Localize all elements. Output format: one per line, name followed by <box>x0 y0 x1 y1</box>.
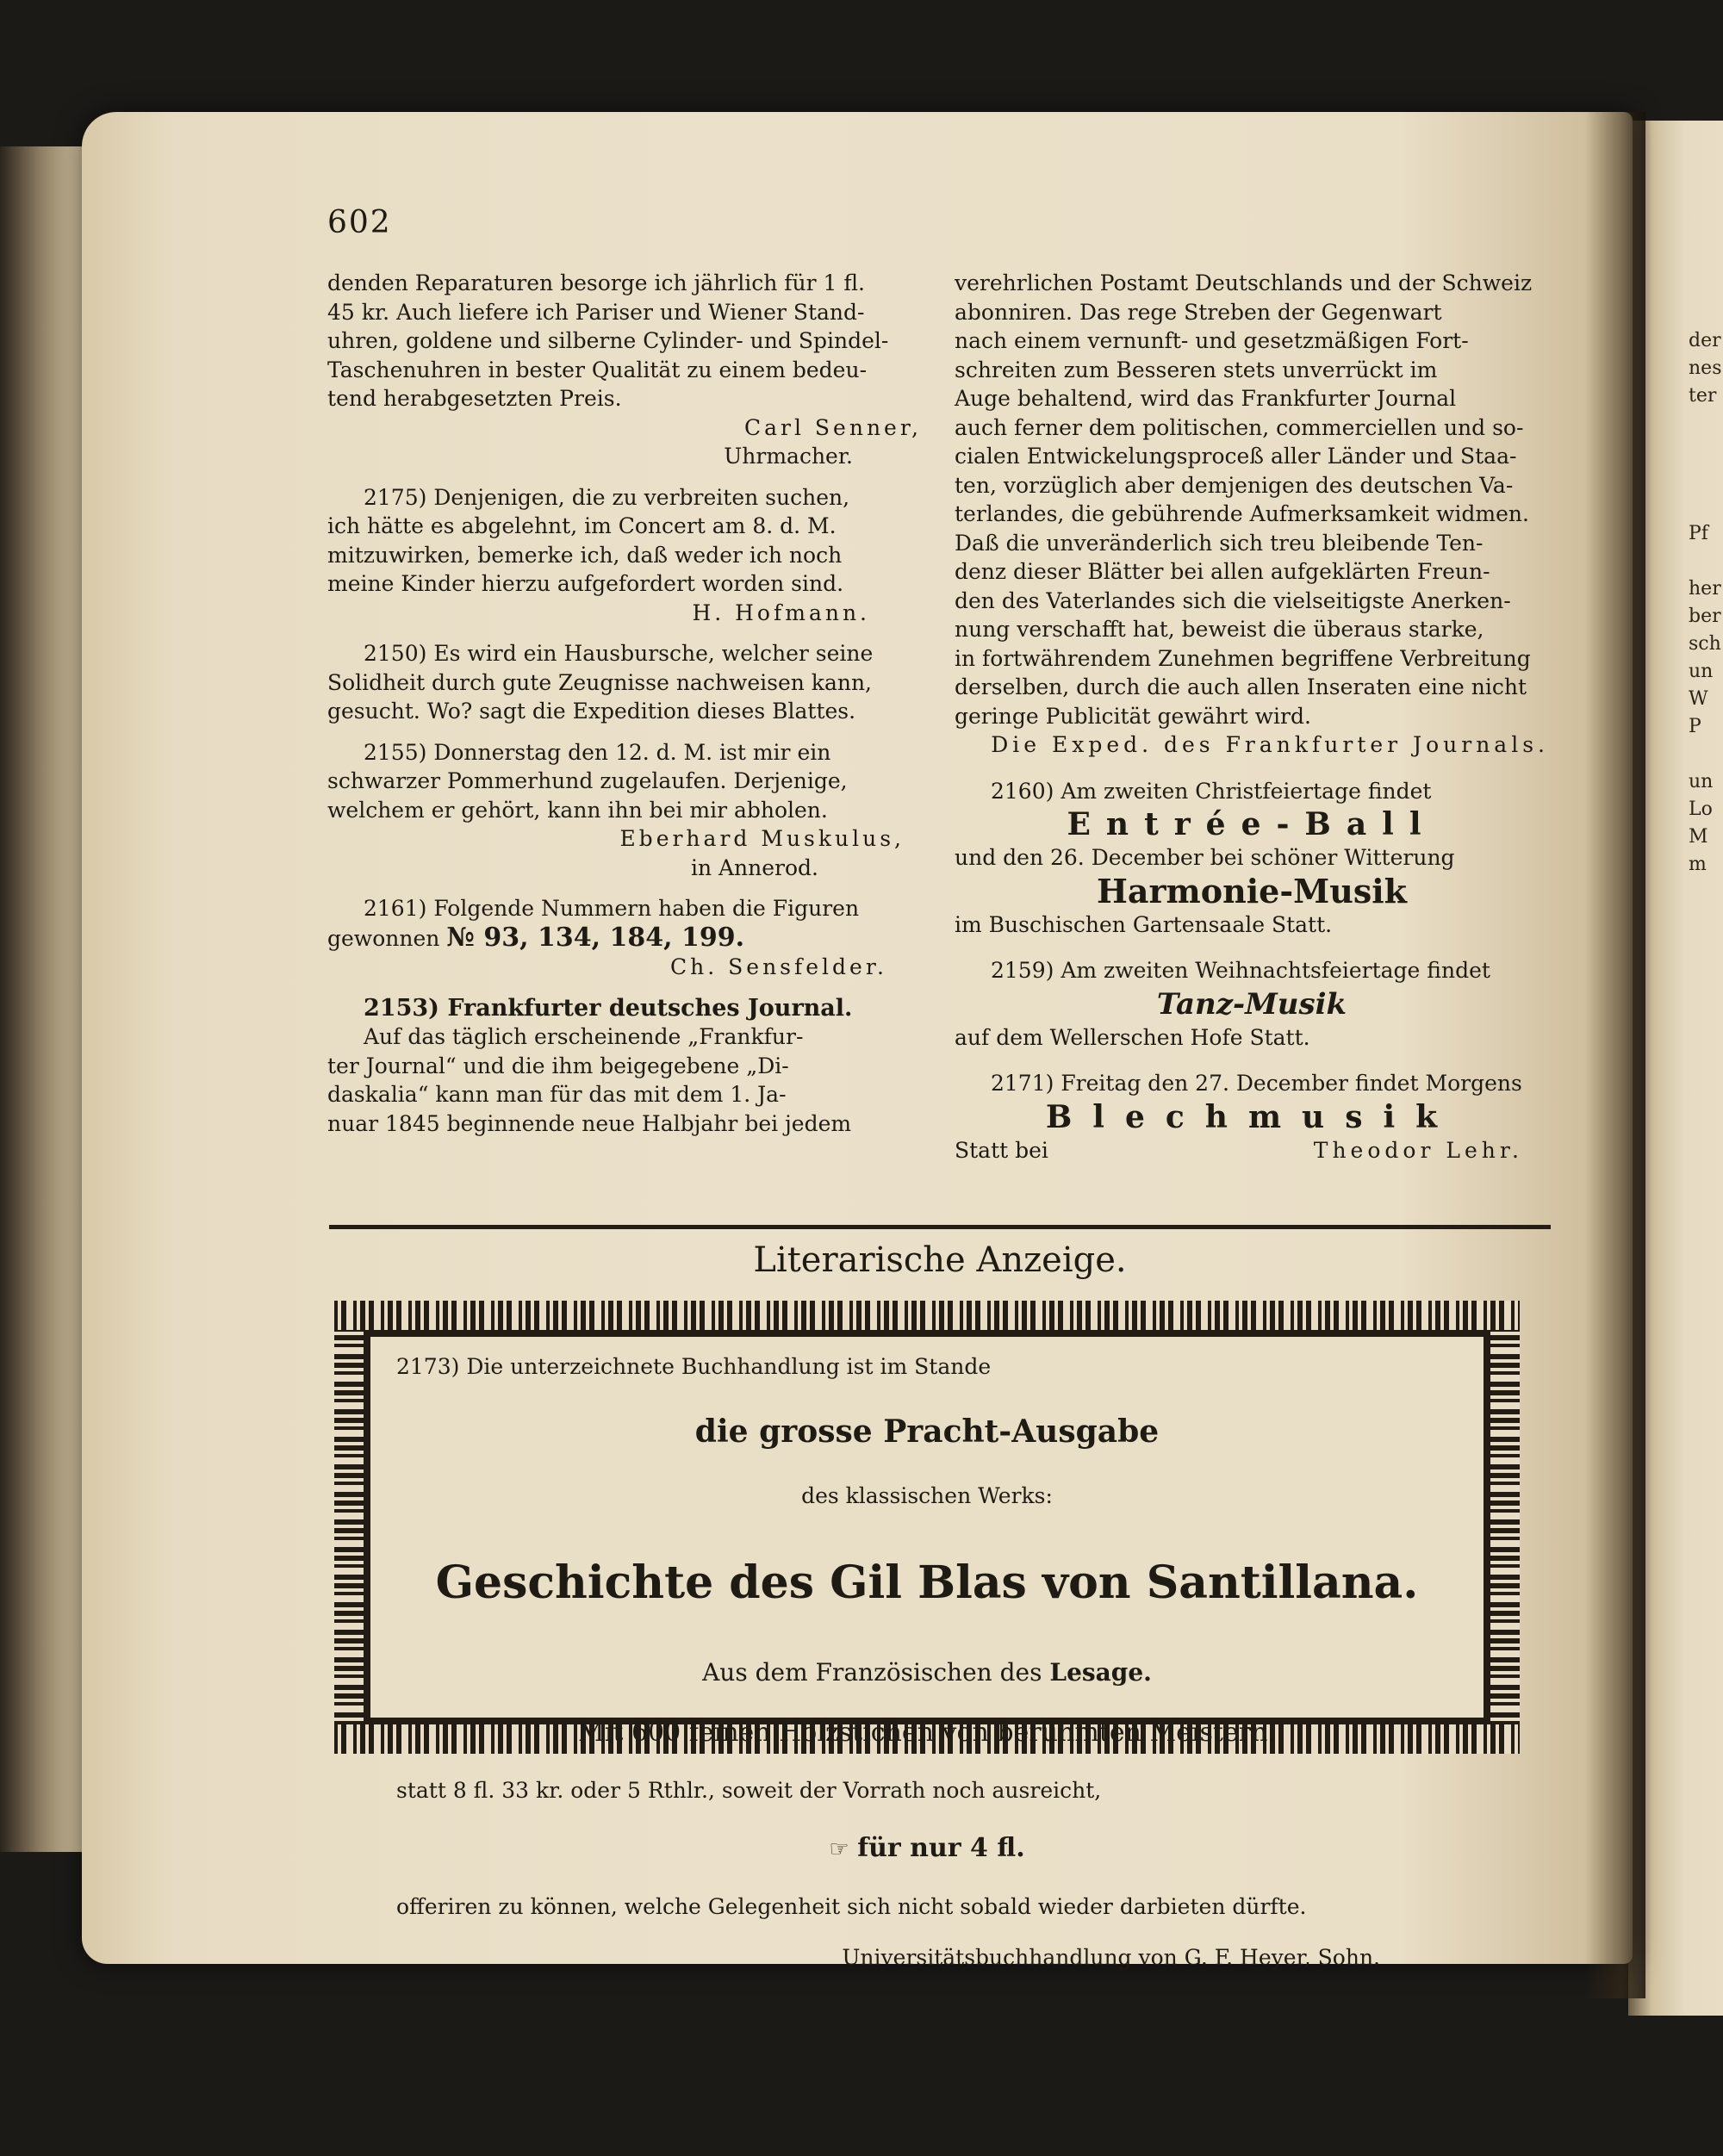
section-rule <box>329 1225 1551 1229</box>
text-line: derselben, durch die auch allen Inseraten eine nicht <box>955 674 1527 699</box>
facing-page-fragment: ber <box>1689 606 1721 627</box>
text-line <box>396 1831 1458 1867</box>
text-line: welchem er gehört, kann ihn bei mir abholen. <box>327 797 828 823</box>
text-line <box>955 1136 1549 1165</box>
facing-page-fragment: der <box>1689 330 1721 351</box>
text-line: den des Vaterlandes sich die vielseitigste Anerken- <box>955 587 1511 613</box>
text-line: meine Kinder hierzu aufgefordert worden sind. <box>327 571 844 596</box>
signature: Universitätsbuchhandlung von G. F. Heyer, Sohn. <box>842 1945 1380 1970</box>
signature: Theodor Lehr. <box>1313 1137 1523 1163</box>
text-fragment: Aus dem Französischen des <box>702 1658 1042 1687</box>
text-line: 2159) Am zweiten Weihnachtsfeiertage findet <box>991 958 1490 983</box>
text-line: 2161) Folgende Nummern haben die Figuren <box>364 896 860 921</box>
spine-shadow <box>1585 112 1645 1998</box>
facing-page-fragment: W <box>1689 688 1708 710</box>
notice-2171 <box>955 1069 1549 1165</box>
text-line: Solidheit durch gute Zeugnisse nachweisen kann, <box>327 669 872 695</box>
page-number: 602 <box>327 205 392 240</box>
text-line: 2171) Freitag den 27. December findet Morgens <box>991 1071 1522 1096</box>
facing-page-fragment: m <box>1689 854 1707 875</box>
text-line: verehrlichen Postamt Deutschlands und der Schweiz <box>955 270 1533 295</box>
text-line: cialen Entwickelungsproceß aller Länder und Staa- <box>955 444 1517 469</box>
text-line: daskalia“ kann man für das mit dem 1. Ja- <box>327 1082 787 1107</box>
watch-repair-notice <box>327 269 922 471</box>
facing-page-fragment <box>1689 548 1723 575</box>
notice-2161 <box>327 894 922 982</box>
facing-page-fragment: Lo <box>1689 798 1713 820</box>
signature: Die Exped. des Frankfurter Journals. <box>991 732 1549 757</box>
text-line: Auf das täglich erscheinende „Frankfur- <box>364 1024 804 1049</box>
notice-2160 <box>955 777 1549 940</box>
text-line: schreiten zum Besseren stets unverrückt im <box>955 357 1438 382</box>
ornament-border-top <box>334 1301 1520 1330</box>
text-line: in fortwährendem Zunehmen begriffene Verbreitung <box>955 645 1531 671</box>
signature: Eberhard Muskulus, <box>619 826 905 851</box>
signature-place: in Annerod. <box>690 854 818 880</box>
text-line: 2155) Donnerstag den 12. d. M. ist mir ein <box>364 739 831 765</box>
facing-page-fragment <box>1689 410 1723 438</box>
text-line: schwarzer Pommerhund zugelaufen. Derjenige, <box>327 768 848 793</box>
text-line: offeriren zu können, welche Gelegenheit sich nicht sobald wieder darbieten dürfte. <box>396 1894 1307 1919</box>
text-line: denz dieser Blätter bei allen aufgeklärten Freun- <box>955 559 1490 584</box>
text-fragment: gewonnen <box>327 925 440 951</box>
text-line: abonniren. Das rege Streben der Gegenwart <box>955 299 1442 325</box>
facing-page-fragment: ter <box>1689 385 1717 407</box>
text-line: und den 26. December bei schöner Witterung <box>955 845 1455 870</box>
event-heading: Harmonie-Musik <box>1097 871 1407 910</box>
author-name: Lesage. <box>1049 1658 1152 1687</box>
right-column <box>955 269 1549 1177</box>
signature: Ch. Sensfelder. <box>670 954 887 979</box>
facing-page-fragment: Pf <box>1689 523 1708 544</box>
notice-2159 <box>955 956 1549 1052</box>
text-line: gesucht. Wo? sagt die Expedition dieses Blattes. <box>327 699 856 724</box>
notice-heading: 2153) Frankfurter deutsches Journal. <box>364 994 853 1022</box>
facing-page-fragment: P <box>1689 716 1701 737</box>
text-line: tend herabgesetzten Preis. <box>327 386 622 411</box>
text-line: 2160) Am zweiten Christfeiertage findet <box>991 778 1432 804</box>
facing-page-fragment: un <box>1689 661 1714 682</box>
facing-page-fragment <box>1689 465 1723 493</box>
facing-page-fragment: M <box>1689 826 1708 848</box>
notice-2150 <box>327 639 922 726</box>
left-column <box>327 269 922 1150</box>
text-line: uhren, goldene und silberne Cylinder- und Spindel- <box>327 328 889 353</box>
text-line: statt 8 fl. 33 kr. oder 5 Rthlr., soweit der Vorrath noch ausreicht, <box>396 1778 1102 1803</box>
text-line: geringe Publicität gewährt wird. <box>955 703 1311 729</box>
journal-continuation <box>955 269 1549 760</box>
facing-page-fragment: her <box>1689 578 1721 600</box>
book-title: Geschichte des Gil Blas von Santillana. <box>435 1556 1419 1609</box>
pointing-hand-icon: ☞ <box>829 1836 849 1862</box>
text-line: Taschenuhren in bester Qualität zu einem bedeu- <box>327 357 868 382</box>
notice-2155 <box>327 738 922 883</box>
facing-page-fragment <box>1689 493 1723 520</box>
facing-page-fragment <box>1689 741 1723 768</box>
ornament-border-left <box>334 1330 364 1724</box>
text-line: Daß die unveränderlich sich treu bleibende Ten- <box>955 530 1484 556</box>
text-line: mitzuwirken, bemerke ich, daß weder ich noch <box>327 542 843 568</box>
book-advertisement <box>334 1301 1520 1970</box>
advertisement-body <box>370 1337 1484 1970</box>
text-line: ter Journal“ und die ihm beigegebene „Di- <box>327 1053 789 1078</box>
event-heading: Entrée-Ball <box>1067 806 1437 842</box>
text-line: nung verschafft hat, beweist die überaus starke, <box>955 617 1484 642</box>
event-heading: Blechmusik <box>1045 1098 1459 1135</box>
text-line: im Buschischen Gartensaale Statt. <box>955 911 1333 937</box>
text-line: denden Reparaturen besorge ich jährlich für 1 fl. <box>327 270 865 295</box>
facing-page-fragment <box>1689 438 1723 465</box>
text-line: 45 kr. Auch liefere ich Pariser und Wiener Stand- <box>327 299 865 325</box>
ornament-border-right <box>1490 1330 1520 1724</box>
text-line: terlandes, die gebührende Aufmerksamkeit widmen. <box>955 501 1529 526</box>
signature: Carl Senner, <box>744 414 922 440</box>
text-line: auch ferner dem politischen, commerciellen und so- <box>955 414 1524 440</box>
text-line: 2150) Es wird ein Hausbursche, welcher seine <box>364 641 874 666</box>
event-heading: Tanz-Musik <box>1156 986 1347 1022</box>
notice-2153 <box>327 994 922 1139</box>
text-line: 2173) Die unterzeichnete Buchhandlung ist im Stande <box>396 1354 992 1379</box>
signature-title: Uhrmacher. <box>724 444 853 469</box>
text-line: 2175) Denjenigen, die zu verbreiten suchen, <box>364 484 850 510</box>
text-line: nach einem vernunft- und gesetzmäßigen Fort- <box>955 328 1469 353</box>
winning-numbers: № 93, 134, 184, 199. <box>446 922 745 953</box>
facing-page-fragment: un <box>1689 771 1714 792</box>
text-line: nuar 1845 beginnende neue Halbjahr bei jedem <box>327 1110 852 1136</box>
text-line: auf dem Wellerschen Hofe Statt. <box>955 1024 1310 1050</box>
notice-2175 <box>327 483 922 628</box>
facing-page-text <box>1689 327 1723 879</box>
edition-heading: die grosse Pracht-Ausgabe <box>694 1414 1160 1450</box>
text-line: Mit 600 feinen Holzstichen von berühmten Meistern. <box>578 1718 1276 1748</box>
text-fragment: Statt bei <box>955 1137 1048 1163</box>
text-line: ich hätte es abgelehnt, im Concert am 8. d. M. <box>327 513 837 538</box>
sale-price: für nur 4 fl. <box>857 1833 1025 1863</box>
facing-page-fragment: sch <box>1689 633 1721 655</box>
text-line: Auge behaltend, wird das Frankfurter Journal <box>955 386 1457 411</box>
section-title: Literarische Anzeige. <box>753 1240 1127 1280</box>
signature: H. Hofmann. <box>692 600 870 625</box>
facing-page-fragment: nes <box>1689 357 1722 379</box>
text-line: ten, vorzüglich aber demjenigen des deutschen Va- <box>955 472 1514 498</box>
text-line: des klassischen Werks: <box>801 1483 1053 1508</box>
text-line <box>327 923 922 954</box>
text-line <box>396 1656 1458 1690</box>
